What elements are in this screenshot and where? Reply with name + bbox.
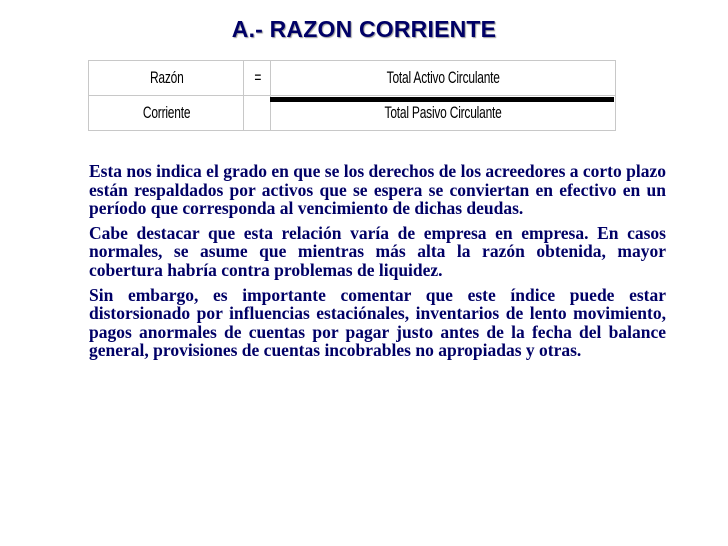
- ratio-label-cell-2: [99, 96, 232, 131]
- formula-row-numerator: [89, 61, 616, 96]
- formula-table: [88, 60, 616, 131]
- ratio-label-line1: Razón: [149, 68, 183, 87]
- ratio-label-cell: [99, 61, 232, 96]
- paragraph-2: Cabe destacar que esta relación varía de empresa en empresa. En casos normales, se asume que mientras más alta la razón obtenida, mayor cobertura habría contra problemas de liquidez.: [89, 222, 666, 280]
- numerator-cell: [295, 61, 592, 96]
- fraction-line: [270, 97, 614, 102]
- paragraph-1: Esta nos indica el grado en que se los derechos de los acreedores a corto plazo están respaldados por activos que se espera se conviertan en efectivo en un período que corresponda al vencimiento de dichas deudas.: [89, 161, 666, 219]
- equals-cell: [245, 61, 268, 96]
- explanation-text: [89, 162, 666, 360]
- empty-cell: [245, 96, 268, 131]
- paragraph-3: Sin embargo, es importante comentar que este índice puede estar distorsionado por influencias estaciónales, inventarios de lento movimiento, pagos anormales de cuentas por pagar justo antes de la fecha del balance general, provisiones de cuentas incobrables no apropiadas y otras.: [89, 284, 666, 361]
- ratio-label-line2: Corriente: [142, 103, 190, 122]
- slide-title: A.- RAZON CORRIENTE: [231, 16, 497, 42]
- equals-sign: =: [253, 68, 261, 87]
- denominator-text: Total Pasivo Circulante: [384, 103, 502, 122]
- numerator-text: Total Activo Circulante: [386, 68, 500, 87]
